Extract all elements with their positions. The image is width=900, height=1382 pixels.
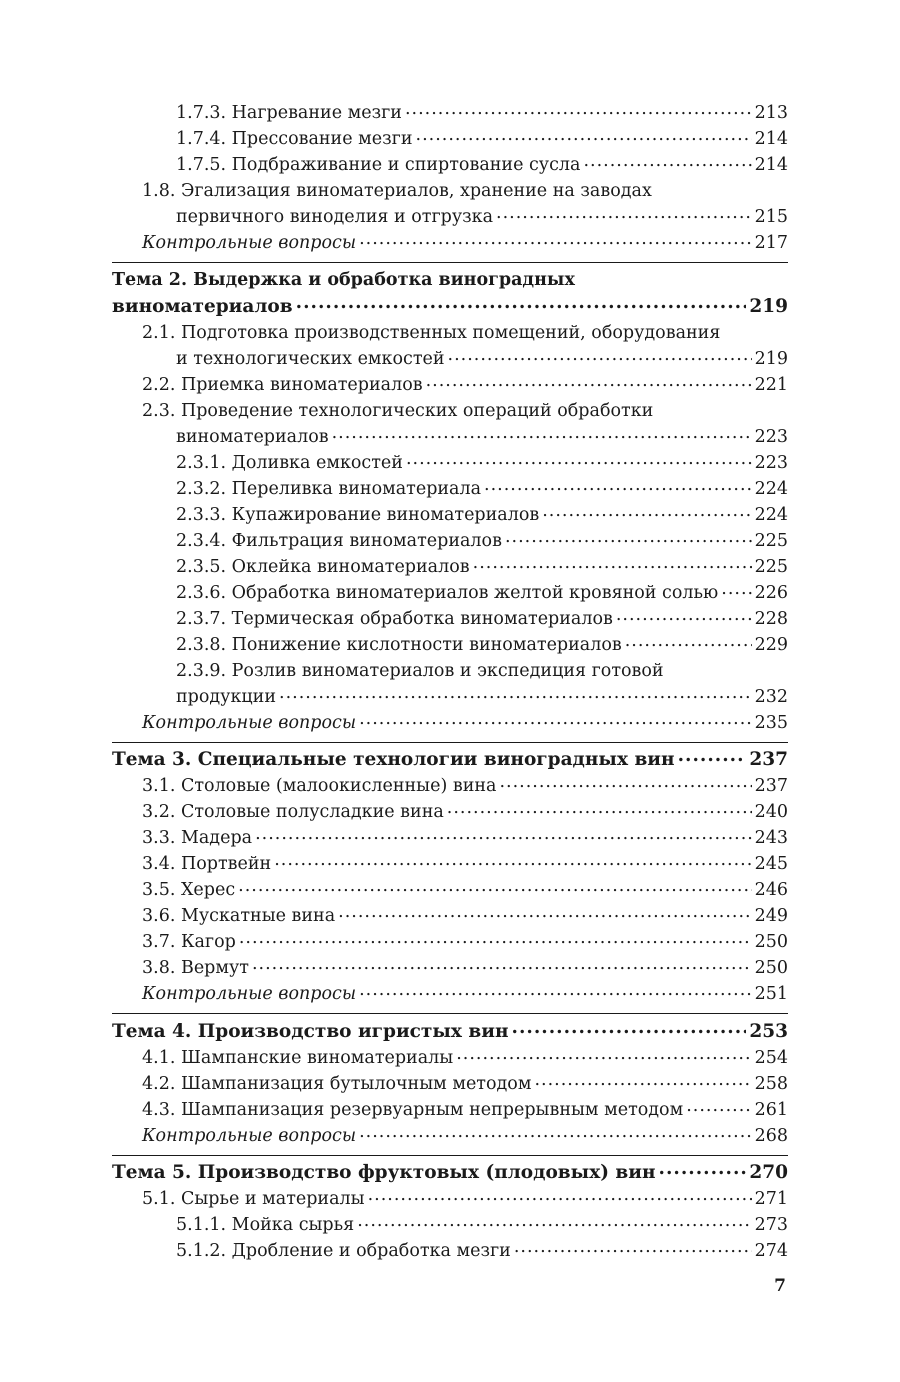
toc-topic-row [112,1018,788,1045]
toc-entry-page: 245 [754,854,788,874]
toc-entry-page: 237 [749,749,788,770]
dot-leader [505,528,752,546]
toc-entry-page: 224 [754,504,788,525]
toc-entry-page: 232 [754,686,788,707]
toc-entry-title: 2.3.5. Оклейка виноматериалов [176,556,470,577]
toc-entry-page: 224 [754,478,788,499]
toc-entry-title: Контрольные вопросы [142,1125,357,1146]
toc-entry-title: 2.3.8. Понижение кислотности виноматериалов [176,634,622,655]
toc-entry [112,1097,788,1123]
toc-entry-page: 225 [754,556,788,577]
toc-entry-page: 258 [754,1073,788,1094]
toc-entry [112,1238,788,1264]
toc-entry-page: 226 [754,582,788,603]
toc-entry-title: Контрольные вопросы [142,984,357,1004]
toc-entry-title: 2.3.7. Термическая обработка виноматериалов [176,608,613,629]
toc-topic [112,1155,788,1187]
dot-leader [332,424,752,442]
toc-entry-title: 3.1. Столовые (малоокисленные) вина [142,776,497,796]
toc-entry [112,825,788,851]
toc-entry-title: 1.7.4. Прессование мезги [176,129,413,149]
toc-entry-page: 219 [749,295,788,317]
toc-entry-title: 3.3. Мадера [142,828,253,848]
dot-leader [405,101,752,119]
toc-entry [112,632,788,658]
toc-entry-page: 243 [754,828,788,848]
toc-entry-title: Контрольные вопросы [142,233,357,253]
toc-entry-page: 223 [754,426,788,447]
toc-entry-page: 246 [754,880,788,900]
toc-entry-page: 229 [754,634,788,655]
toc-entry [112,528,788,554]
toc-entry [112,450,788,476]
toc-entry-page: 213 [754,103,788,123]
toc-entry-title: 2.3.6. Обработка виноматериалов желтой кровяной солью [176,582,719,603]
dot-leader [426,372,752,390]
toc-topic-row [112,1160,788,1187]
dot-leader [512,1018,747,1037]
toc-entry-title: 1.7.5. Подбраживание и спиртование сусла [176,155,581,175]
dot-leader [296,293,747,312]
dot-leader [406,450,752,468]
toc-entry-title: 2.3.2. Переливка виноматериала [176,478,482,499]
toc-entry-title: 3.4. Портвейн [142,854,272,874]
dot-leader [447,800,752,818]
toc-entry-title: 5.1. Сырье и материалы [142,1189,365,1209]
toc-topic [112,1013,788,1045]
toc-entry-page: 271 [754,1189,788,1209]
toc-entry-first-line: 1.8. Эгализация виноматериалов, хранение на заводах [142,181,652,201]
toc-entry-title: 3.8. Вермут [142,958,249,978]
dot-leader [686,1097,751,1115]
toc-topic-row [112,293,788,320]
dot-leader [279,684,752,702]
toc-entry-page: 274 [754,1241,788,1261]
toc-entry-first-line: Тема 2. Выдержка и обработка виноградных [112,270,575,290]
toc-entry [112,204,788,230]
toc-entry [112,1212,788,1238]
toc-entry [112,554,788,580]
toc-entry-title: 1.7.3. Нагревание мезги [176,103,402,123]
toc-entry [112,929,788,955]
toc-entry-page: 254 [754,1047,788,1068]
toc-entry-title: 3.6. Мускатные вина [142,906,336,926]
dot-leader [456,1045,751,1063]
dot-leader [359,710,752,728]
toc-entry-title: 2.3.4. Фильтрация виноматериалов [176,530,502,551]
toc-entry-page: 214 [754,129,788,149]
toc-entry-page: 221 [754,374,788,395]
toc-entry-page: 251 [754,984,788,1004]
toc-entry-title: Тема 4. Производство игристых вин [112,1020,509,1042]
toc-entry-title: 3.5. Херес [142,880,236,900]
toc-entry [112,152,788,178]
dot-leader [484,476,752,494]
toc-entry [112,502,788,528]
toc-entry [112,1123,788,1149]
toc-entry-page: 250 [754,932,788,952]
toc-entry [112,851,788,877]
toc-entry [112,710,788,736]
toc-entry [112,476,788,502]
dot-leader [357,1213,751,1231]
toc-entry [112,903,788,929]
toc-entry-page: 223 [754,452,788,473]
toc-entry-title: 3.2. Столовые полусладкие вина [142,802,444,822]
toc-entry-title: 2.3.1. Доливка емкостей [176,452,403,473]
toc-entry [112,372,788,398]
toc-entry-page: 235 [754,712,788,733]
dot-leader [583,153,751,171]
toc-entry-page: 217 [754,233,788,253]
toc-entry-title: Тема 5. Производство фруктовых (плодовых) вин [112,1162,656,1183]
toc-entry-title: 4.2. Шампанизация бутылочным методом [142,1073,532,1094]
toc-entry-title: виноматериалов [112,295,293,317]
toc-entry-page: 219 [754,348,788,369]
toc-entry-page: 250 [754,958,788,978]
dot-leader [255,826,752,844]
dot-leader [359,231,752,249]
toc-entry-page: 225 [754,530,788,551]
dot-leader [496,205,752,223]
dot-leader [448,346,752,364]
toc-topic [112,262,788,320]
toc-entry-title: первичного виноделия и отгрузка [176,207,494,227]
toc-entry-title: 2.3.3. Купажирование виноматериалов [176,504,540,525]
dot-leader [338,904,751,922]
toc-entry-page: 268 [754,1125,788,1146]
toc-entry [112,981,788,1007]
toc-entry [112,773,788,799]
toc-topic [112,742,788,774]
toc-entry-page: 270 [749,1162,788,1183]
table-of-contents [112,100,788,1264]
dot-leader [473,554,752,572]
toc-entry-page: 215 [754,207,788,227]
toc-entry [112,126,788,152]
dot-leader [252,956,752,974]
toc-entry [112,1071,788,1097]
toc-entry-title: 4.3. Шампанизация резервуарным непрерывным методом [142,1099,684,1120]
toc-entry-title: 4.1. Шампанские виноматериалы [142,1047,454,1068]
toc-entry-page: 214 [754,155,788,175]
toc-entry [112,100,788,126]
toc-entry-title: 2.2. Приемка виноматериалов [142,374,423,395]
toc-entry [112,424,788,450]
dot-leader [499,774,751,792]
dot-leader [368,1187,752,1205]
dot-leader [238,878,751,896]
toc-entry [112,684,788,710]
toc-entry-title: 5.1.1. Мойка сырья [176,1215,355,1235]
toc-entry-page: 273 [754,1215,788,1235]
dot-leader [542,502,751,520]
toc-entry-page: 253 [749,1020,788,1042]
toc-entry-title: продукции [176,686,276,707]
toc-entry [112,1186,788,1212]
toc-entry-page: 240 [754,802,788,822]
dot-leader [616,606,752,624]
toc-entry-title: виноматериалов [176,426,329,447]
dot-leader [721,580,751,598]
toc-entry-page: 237 [754,776,788,796]
toc-entry [112,799,788,825]
dot-leader [534,1071,751,1089]
dot-leader [678,747,747,766]
toc-entry [112,1045,788,1071]
dot-leader [625,632,752,650]
toc-entry-page: 261 [754,1099,788,1120]
toc-entry-first-line: 2.3.9. Розлив виноматериалов и экспедиция готовой [176,660,664,681]
toc-entry-title: Тема 3. Специальные технологии виноградных вин [112,749,675,770]
toc-entry [112,580,788,606]
toc-entry-title: 5.1.2. Дробление и обработка мезги [176,1241,511,1261]
dot-leader [274,852,751,870]
dot-leader [359,982,752,1000]
toc-entry-page: 249 [754,906,788,926]
dot-leader [359,1123,752,1141]
toc-entry [112,877,788,903]
toc-entry [112,955,788,981]
dot-leader [659,1160,747,1179]
toc-entry-title: 3.7. Кагор [142,932,236,952]
toc-entry-page: 228 [754,608,788,629]
toc-entry-title: и технологических емкостей [176,348,445,369]
toc-entry-first-line: 2.1. Подготовка производственных помещений, оборудования [142,322,721,343]
page-number: 7 [774,1276,786,1296]
toc-entry [112,346,788,372]
dot-leader [514,1239,752,1257]
dot-leader [239,930,752,948]
toc-topic-row [112,747,788,774]
dot-leader [416,127,752,145]
toc-entry [112,606,788,632]
toc-entry-first-line: 2.3. Проведение технологических операций обработки [142,400,654,421]
toc-entry-title: Контрольные вопросы [142,712,357,733]
toc-entry [112,230,788,256]
